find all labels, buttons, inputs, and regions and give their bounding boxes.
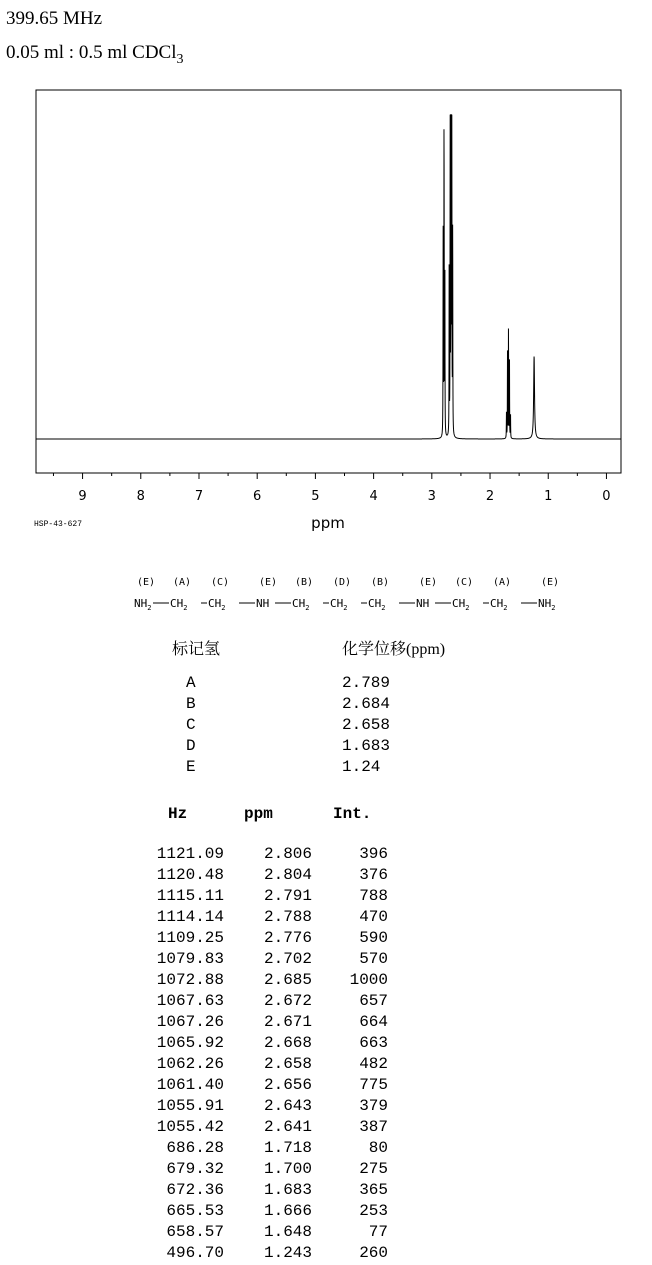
structure-subscript: 2 <box>381 604 386 612</box>
structure-label: (A) <box>493 577 512 588</box>
peak-ppm: 2.804 <box>263 866 312 884</box>
assignment-header-shift: 化学位移(ppm) <box>342 641 446 658</box>
peak-ppm: 2.806 <box>263 845 312 863</box>
peak-ppm: 2.791 <box>263 887 312 905</box>
x-tick-label: 6 <box>253 489 262 504</box>
table-row <box>140 1202 400 1223</box>
table-row <box>140 1139 400 1160</box>
peak-ppm: 2.672 <box>263 992 312 1010</box>
assignment-shift: 2.684 <box>342 695 391 713</box>
structure-subscript: 2 <box>305 604 310 612</box>
peak-int: 1000 <box>349 971 388 989</box>
assignment-shift: 2.789 <box>342 674 391 692</box>
peak-hz: 658.57 <box>166 1223 224 1241</box>
peak-ppm: 2.643 <box>263 1097 312 1115</box>
x-tick-label: 2 <box>485 489 495 504</box>
peak-header-hz: Hz <box>168 805 188 823</box>
peak-ppm: 2.668 <box>263 1034 312 1052</box>
peak-hz: 1079.83 <box>156 950 224 968</box>
x-tick-label: 3 <box>427 489 436 504</box>
structure-group: $NH_2$ <box>538 597 556 612</box>
peak-hz: 1062.26 <box>156 1055 224 1073</box>
peak-int: 376 <box>359 866 388 884</box>
table-row <box>140 908 400 929</box>
peak-int: 396 <box>359 845 388 863</box>
assignment-label: C <box>186 716 196 734</box>
structure-subscript: 2 <box>183 604 188 612</box>
table-row <box>140 1013 400 1034</box>
peak-hz: 1055.42 <box>156 1118 224 1136</box>
peak-ppm: 1.683 <box>263 1181 312 1199</box>
structure-label: (B) <box>295 577 314 588</box>
structure-subscript: 2 <box>221 604 226 612</box>
peak-int: 570 <box>359 950 388 968</box>
structure-label: (E) <box>137 577 156 588</box>
peak-int: 253 <box>359 1202 388 1220</box>
x-tick-label: 4 <box>369 489 378 504</box>
peak-int: 775 <box>359 1076 388 1094</box>
peak-hz: 1065.92 <box>156 1034 224 1052</box>
peak-hz: 1067.63 <box>156 992 224 1010</box>
peak-hz: 672.36 <box>166 1181 224 1199</box>
structure-group: $CH_2$ <box>452 597 470 612</box>
structure-group: $CH_2$ <box>170 597 188 612</box>
table-row <box>140 971 400 992</box>
peak-ppm: 1.700 <box>263 1160 312 1178</box>
peak-hz: 496.70 <box>166 1244 224 1262</box>
table-row <box>140 1076 400 1097</box>
solvent-subscript: 3 <box>176 51 184 67</box>
peak-int: 80 <box>368 1139 388 1157</box>
peak-ppm: 2.658 <box>263 1055 312 1073</box>
table-row <box>140 1244 400 1265</box>
table-row <box>140 887 400 908</box>
peak-hz: 686.28 <box>166 1139 224 1157</box>
structure-label: (E) <box>259 577 278 588</box>
peak-int: 788 <box>359 887 388 905</box>
peak-ppm: 2.702 <box>263 950 312 968</box>
peak-int: 470 <box>359 908 388 926</box>
x-tick-label: 9 <box>78 489 87 504</box>
peak-hz: 1114.14 <box>156 908 224 926</box>
assignment-label: B <box>186 695 196 713</box>
structure-subscript: 2 <box>343 604 348 612</box>
table-row <box>140 1097 400 1118</box>
table-row <box>140 950 400 971</box>
peak-ppm: 2.671 <box>263 1013 312 1031</box>
structure-group: $CH_2$ <box>208 597 226 612</box>
peak-ppm: 2.776 <box>263 929 312 947</box>
peak-ppm: 2.788 <box>263 908 312 926</box>
peak-int: 387 <box>359 1118 388 1136</box>
peak-hz: 1109.25 <box>156 929 224 947</box>
solvent-text: 0.05 ml : 0.5 ml CDCl <box>6 42 177 63</box>
peak-int: 379 <box>359 1097 388 1115</box>
peak-int: 482 <box>359 1055 388 1073</box>
structure-subscript: 2 <box>465 604 470 612</box>
structure-group: $CH_2$ <box>292 597 310 612</box>
table-row <box>140 866 400 887</box>
structure-group: $CH_2$ <box>490 597 508 612</box>
x-tick-label: 5 <box>311 489 320 504</box>
x-tick-label: 7 <box>194 489 204 504</box>
nmr-spectrum-chart <box>0 0 652 540</box>
table-row <box>140 992 400 1013</box>
table-row <box>140 845 400 866</box>
x-tick-label: 0 <box>602 489 611 504</box>
peak-hz: 1120.48 <box>156 866 224 884</box>
table-row <box>140 1181 400 1202</box>
table-row <box>140 1118 400 1139</box>
peak-ppm: 2.641 <box>263 1118 312 1136</box>
peak-hz: 1055.91 <box>156 1097 224 1115</box>
assignment-shift: 1.683 <box>342 737 391 755</box>
peak-header-ppm: ppm <box>244 805 273 823</box>
peak-int: 260 <box>359 1244 388 1262</box>
structure-label: (C) <box>455 577 474 588</box>
x-axis-ticks <box>53 473 610 504</box>
structure-label: (B) <box>371 577 390 588</box>
table-row <box>140 1160 400 1181</box>
x-tick-label: 1 <box>544 489 553 504</box>
structure-group: NH <box>416 597 430 610</box>
peak-hz: 1072.88 <box>156 971 224 989</box>
peak-ppm: 1.243 <box>263 1244 312 1262</box>
x-tick-label: 8 <box>136 489 145 504</box>
structure-group: $CH_2$ <box>368 597 386 612</box>
structure-group: $NH_2$ <box>134 597 152 612</box>
assignment-shift: 1.24 <box>342 758 381 776</box>
peak-hz: 679.32 <box>166 1160 224 1178</box>
table-row <box>140 929 400 950</box>
peak-int: 275 <box>359 1160 388 1178</box>
table-row <box>140 1223 400 1244</box>
assignment-header-label: 标记氢 <box>172 641 221 658</box>
spectrum-code: HSP-43-627 <box>34 520 83 529</box>
peak-ppm: 2.656 <box>263 1076 312 1094</box>
peak-ppm: 1.648 <box>263 1223 312 1241</box>
peak-int: 657 <box>359 992 388 1010</box>
spectrum-trace <box>36 115 621 439</box>
peak-ppm: 1.718 <box>263 1139 312 1157</box>
peak-hz: 1115.11 <box>156 887 224 905</box>
x-axis-label: ppm <box>311 514 345 532</box>
structure-subscript: 2 <box>503 604 508 612</box>
structure-subscript: 2 <box>551 604 556 612</box>
assignment-label: E <box>186 758 196 776</box>
structure-label: (C) <box>211 577 230 588</box>
peak-hz: 1061.40 <box>156 1076 224 1094</box>
peak-ppm: 1.666 <box>263 1202 312 1220</box>
assignment-label: D <box>186 737 196 755</box>
peak-header-int: Int. <box>333 805 372 823</box>
peak-int: 663 <box>359 1034 388 1052</box>
peak-ppm: 2.685 <box>263 971 312 989</box>
peak-int: 77 <box>368 1223 388 1241</box>
table-row <box>140 1055 400 1076</box>
spectrometer-frequency: 399.65 MHz <box>6 8 103 29</box>
structure-label: (E) <box>541 577 560 588</box>
peak-hz: 665.53 <box>166 1202 224 1220</box>
peak-int: 365 <box>359 1181 388 1199</box>
peak-hz: 1121.09 <box>156 845 224 863</box>
table-row <box>140 1034 400 1055</box>
structure-group: $CH_2$ <box>330 597 348 612</box>
structure-label: (E) <box>419 577 438 588</box>
assignment-label: A <box>186 674 196 692</box>
structure-label: (D) <box>333 577 352 588</box>
chemical-structure <box>134 575 574 615</box>
peak-int: 664 <box>359 1013 388 1031</box>
structure-subscript: 2 <box>147 604 152 612</box>
peak-hz: 1067.26 <box>156 1013 224 1031</box>
structure-label: (A) <box>173 577 192 588</box>
structure-group: NH <box>256 597 270 610</box>
peak-int: 590 <box>359 929 388 947</box>
assignment-shift: 2.658 <box>342 716 391 734</box>
